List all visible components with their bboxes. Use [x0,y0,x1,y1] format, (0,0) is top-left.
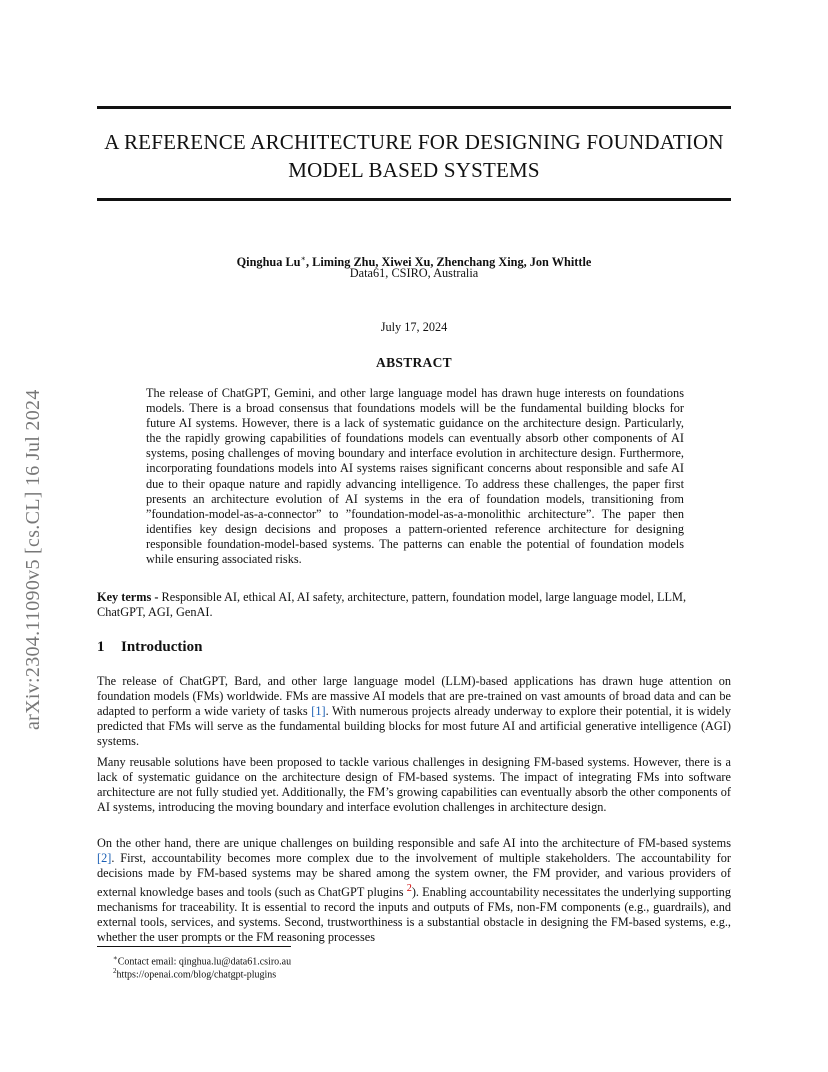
footnote-2 [113,965,276,981]
paper-title [97,128,731,184]
section-number: 1 [97,639,105,655]
footnote-mark: 2 [113,967,117,975]
title-bottom-rule [97,198,731,201]
paragraph-text: On the other hand, there are unique challenges on building responsible and safe AI into the architecture of FM-based systems [97,836,731,850]
paragraph-text: . With numerous projects already underway to explore their potential, it is widely predicted that FMs will serve as the fundamental building blocks for most future AI and artificial generative intelligence (AGI) systems. [97,704,731,748]
paragraph-text: The release of ChatGPT, Bard, and other large language model (LLM)-based applications has drawn huge attention on foundation models (FMs) worldwide. FMs are massive AI models that are pre-trained on vast amounts of broad data and can be adapted to perform a wide variety of tasks [97,674,731,718]
intro-paragraph-3 [97,836,731,945]
other-authors: , Liming Zhu, Xiwei Xu, Zhenchang Xing, Jon Whittle [305,255,592,270]
footnote-mark: ∗ [113,954,118,962]
title-top-rule [97,106,731,109]
paper-date: July 17, 2024 [380,320,448,334]
footnote-rule [97,946,291,947]
footnote-text: https://openai.com/blog/chatgpt-plugins [116,969,277,981]
abstract-text: The release of ChatGPT, Gemini, and other large language model has drawn huge interests on foundations models. There is a broad consensus that foundations models will be the fundamental building blocks for future AI systems. However, there is a lack of systematic guidance on the architecture design. Particularly, the the rapidly growing capabilities of foundations models can eventually absorb other components of AI systems, posing challenges of moving boundary and interface evolution in architecture design. Furthermore, incorporating foundations models into AI systems raises significant concerns about responsible and safe AI due to their opaque nature and rapidly advancing intelligence. To address these challenges, the paper first presents an architecture evolution of AI systems in the era of foundation models, transitioning from ”foundation-model-as-a-connector” to ”foundation-model-as-a-monolithic architecture”. The paper then identifies key design decisions and proposes a pattern-oriented reference architecture for designing responsible foundation-model-based systems. The patterns can enable the potential of foundation models while ensuring associated risks. [146,386,684,567]
abstract-heading: ABSTRACT [376,355,452,370]
arxiv-stamp: arXiv:2304.11090v5 [cs.CL] 16 Jul 2024 [22,389,44,730]
footnote-ref-link[interactable]: 2 [406,883,412,894]
citation-link[interactable]: [2] [97,851,112,865]
intro-paragraph-1 [97,674,731,749]
title-line-1: A REFERENCE ARCHITECTURE FOR DESIGNING FOUNDATION [104,130,724,154]
first-author: Qinghua Lu [236,255,301,270]
paragraph-text: . First, accountability becomes more complex due to the involvement of multiple stakeholders. The accountability for decisions made by FM-based systems may be shared among the system owner, the FM provider, and various providers of external knowledge bases and tools (such as ChatGPT plugins [97,851,731,900]
affiliation: Data61, CSIRO, Australia [349,266,479,280]
title-line-2: MODEL BASED SYSTEMS [288,158,540,182]
footnote-text: Contact email: qinghua.lu@data61.csiro.au [117,956,292,968]
contact-footnote-mark[interactable]: ∗ [300,254,306,263]
section-title: Introduction [121,639,203,655]
paragraph-text: ). Enabling accountability necessitates the underlying supporting mechanisms for traceability. It is essential to record the inputs and outputs of FMs, non-FM components (e.g., guardrails), and external tools, services, and systems. Second, trustworthiness is a substantial obstacle in designing the FM-based systems, e.g., whether the user prompts or the FM reasoning processes [97,885,731,945]
intro-paragraph-2: Many reusable solutions have been proposed to tackle various challenges in designing FM-based systems. However, there is a lack of systematic guidance on the architecture design of FM-based systems. The impact of integrating FMs into software architecture are not fully studied yet. Additionally, the FM’s growing capabilities can eventually absorb the other components of AI systems, introducing the moving boundary and interface evolution challenges in architecture design. [97,755,731,814]
citation-link[interactable]: [1] [311,704,326,718]
key-terms-label: Key terms - [97,590,159,604]
section-heading [97,639,202,656]
key-terms-text: Responsible AI, ethical AI, AI safety, architecture, pattern, foundation model, large language model, LLM, ChatGPT, AGI, GenAI. [97,590,687,619]
key-terms [97,590,731,620]
